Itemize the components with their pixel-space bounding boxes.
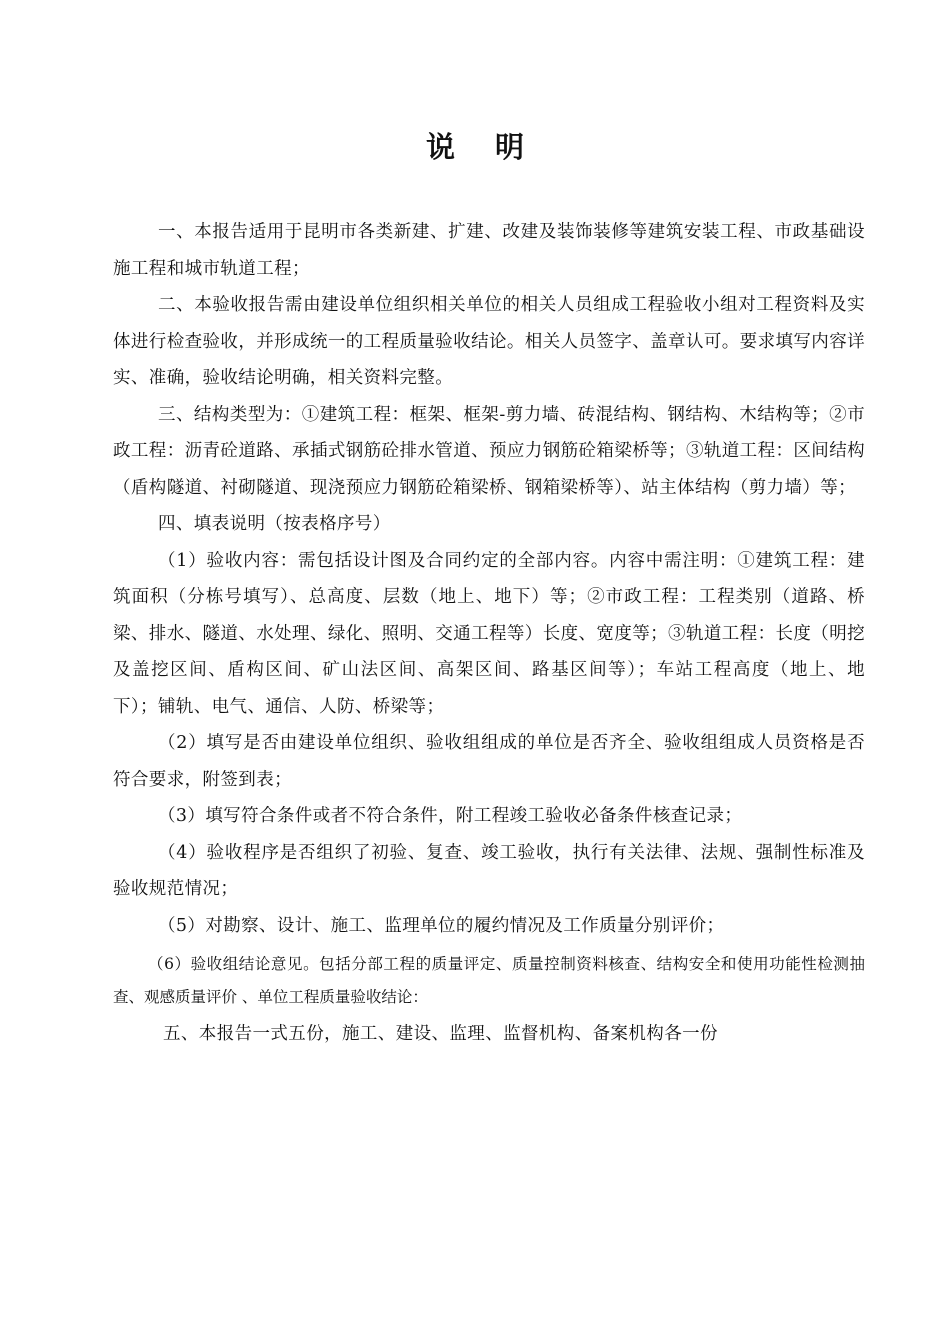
document-body xyxy=(113,214,865,1053)
paragraph-scope: 一、本报告适用于昆明市各类新建、扩建、改建及装饰装修等建筑安装工程、市政基础设施工程和城市轨道工程； xyxy=(113,222,865,279)
paragraph-item-1: （1）验收内容：需包括设计图及合同约定的全部内容。内容中需注明：①建筑工程：建筑面积（分栋号填写）、总高度、层数（地上、地下）等；②市政工程：工程类别（道路、桥梁、排水、隧道、水处理、绿化、照明、交通工程等）长度、宽度等；③轨道工程：长度（明挖及盖挖区间、盾构区间、矿山法区间、高架区间、路基区间等）；车站工程高度（地上、地下）；铺轨、电气、通信、人防、桥梁等； xyxy=(113,550,865,717)
paragraph-item-5: （5）对勘察、设计、施工、监理单位的履约情况及工作质量分别评价； xyxy=(158,915,725,936)
paragraph-acceptance-procedure: 二、本验收报告需由建设单位组织相关单位的相关人员组成工程验收小组对工程资料及实体进行检查验收，并形成统一的工程质量验收结论。相关人员签字、盖章认可。要求填写内容详实、准确，验收结论明确，相关资料完整。 xyxy=(113,295,865,388)
paragraph-item-6: （6）验收组结论意见。包括分部工程的质量评定、质量控制资料核查、结构安全和使用功能性检测抽查、观感质量评价 、单位工程质量验收结论： xyxy=(113,955,865,1006)
paragraph-item-2: （2）填写是否由建设单位组织、验收组组成的单位是否齐全、验收组组成人员资格是否符合要求，附签到表； xyxy=(113,733,865,790)
paragraph-form-instructions-heading: 四、填表说明（按表格序号） xyxy=(158,514,391,534)
paragraph-item-4: （4）验收程序是否组织了初验、复查、竣工验收，执行有关法律、法规、强制性标准及验收规范情况； xyxy=(113,842,865,899)
page-title: 说明 xyxy=(425,130,564,164)
paragraph-copies: 五、本报告一式五份，施工、建设、监理、监督机构、备案机构各一份 xyxy=(163,1024,718,1044)
paragraph-structure-types: 三、结构类型为：①建筑工程：框架、框架-剪力墙、砖混结构、钢结构、木结构等；②市政工程：沥青砼道路、承插式钢筋砼排水管道、预应力钢筋砼箱梁桥等；③轨道工程：区间结构（盾构隧道、衬砌隧道、现浇预应力钢筋砼箱梁桥、钢箱梁桥等）、站主体结构（剪力墙）等； xyxy=(113,404,865,498)
paragraph-item-3: （3）填写符合条件或者不符合条件，附工程竣工验收必备条件核查记录； xyxy=(158,806,743,826)
